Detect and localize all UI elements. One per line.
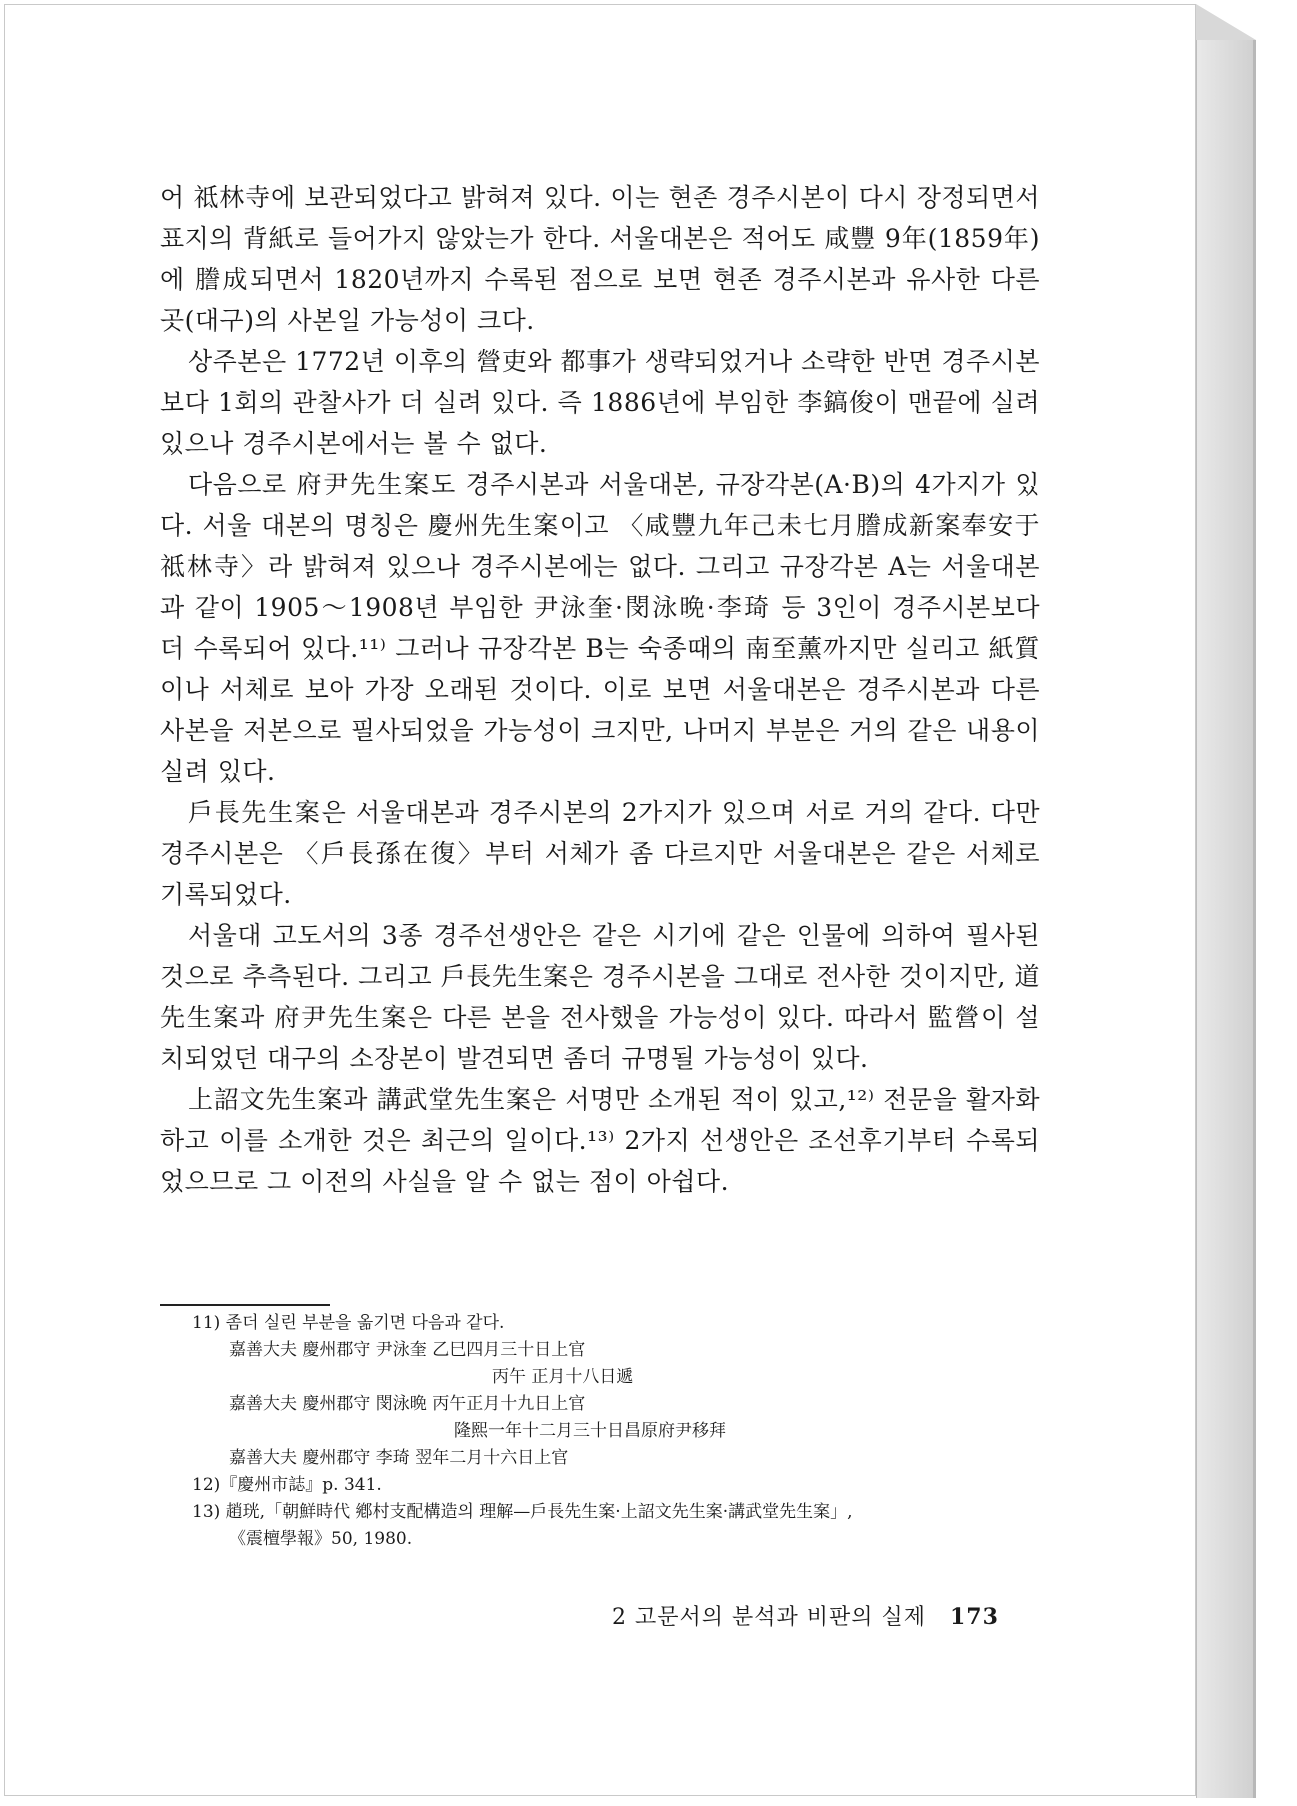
- footnote-line: 丙午 正月十八日遞: [492, 1367, 634, 1387]
- footnote-line: 《震檀學報》50, 1980.: [229, 1529, 413, 1549]
- footnote-line: 11) 좀더 실린 부분을 옮기면 다음과 같다.: [192, 1313, 505, 1333]
- footnote-line: 12)『慶州市誌』p. 341.: [192, 1475, 382, 1495]
- book-spine-top: [1196, 4, 1256, 40]
- footnotes: [192, 1310, 1052, 1553]
- footnote-line: 隆熙一年十二月三十日昌原府尹移拜: [454, 1421, 726, 1441]
- body-text: [160, 177, 1040, 1202]
- paragraph: 戶長先生案은 서울대본과 경주시본의 2가지가 있으며 서로 거의 같다. 다만 경주시본은 〈戶長孫在復〉부터 서체가 좀 다르지만 서울대본은 같은 서체로 기록되었다.: [160, 798, 1040, 909]
- paragraph: 다음으로 府尹先生案도 경주시본과 서울대본, 규장각본(A·B)의 4가지가 있다. 서울 대본의 명칭은 慶州先生案이고 〈咸豐九年己未七月謄成新案奉安于祗林寺〉라 밝혀져 있으나 경주시본에는 없다. 그리고 규장각본 A는 서울대본과 같이 1905～1908년 부임한 尹泳奎·閔泳晩·李琦 등 3인이 경주시본보다 더 수록되어 있다.¹¹⁾ 그러나 규장각본 B는 숙종때의 南至薰까지만 실리고 紙質이나 서체로 보아 가장 오래된 것이다. 이로 보면 서울대본은 경주시본과 다른 사본을 저본으로 필사되었을 가능성이 크지만, 나머지 부분은 거의 같은 내용이 실려 있다.: [160, 470, 1040, 786]
- paragraph: 서울대 고도서의 3종 경주선생안은 같은 시기에 같은 인물에 의하여 필사된 것으로 추측된다. 그리고 戶長先生案은 경주시본을 그대로 전사한 것이지만, 道先生案과 府尹先生案은 다른 본을 전사했을 가능성이 있다. 따라서 監營이 설치되었던 대구의 소장본이 발견되면 좀더 규명될 가능성이 있다.: [160, 921, 1040, 1073]
- running-footer: [612, 1600, 999, 1631]
- running-footer-title: 2 고문서의 분석과 비판의 실제: [612, 1605, 926, 1630]
- footnote-rule: [160, 1304, 330, 1306]
- footnote-line: 嘉善大夫 慶州郡守 閔泳晩 丙午正月十九日上官: [229, 1394, 586, 1414]
- page-number: 173: [950, 1604, 999, 1630]
- footnote-line: 嘉善大夫 慶州郡守 尹泳奎 乙巳四月三十日上官: [229, 1340, 586, 1360]
- footnote-line: 嘉善大夫 慶州郡守 李琦 翌年二月十六日上官: [229, 1448, 569, 1468]
- footnote-line: 13) 趙珖,「朝鮮時代 鄕村支配構造의 理解—戶長先生案·上詔文先生案·講武堂先生案」,: [192, 1502, 853, 1522]
- paragraph: 어 祗林寺에 보관되었다고 밝혀져 있다. 이는 현존 경주시본이 다시 장정되면서 표지의 背紙로 들어가지 않았는가 한다. 서울대본은 적어도 咸豐 9年(1859年)에 謄成되면서 1820년까지 수록된 점으로 보면 현존 경주시본과 유사한 다른 곳(대구)의 사본일 가능성이 크다.: [160, 183, 1040, 335]
- book-spine: [1196, 40, 1256, 1798]
- paragraph: 上詔文先生案과 講武堂先生案은 서명만 소개된 적이 있고,¹²⁾ 전문을 활자화하고 이를 소개한 것은 최근의 일이다.¹³⁾ 2가지 선생안은 조선후기부터 수록되었으므로 그 이전의 사실을 알 수 없는 점이 아쉽다.: [160, 1085, 1040, 1196]
- paragraph: 상주본은 1772년 이후의 營吏와 都事가 생략되었거나 소략한 반면 경주시본보다 1회의 관찰사가 더 실려 있다. 즉 1886년에 부임한 李鎬俊이 맨끝에 실려 있으나 경주시본에서는 볼 수 없다.: [160, 347, 1040, 458]
